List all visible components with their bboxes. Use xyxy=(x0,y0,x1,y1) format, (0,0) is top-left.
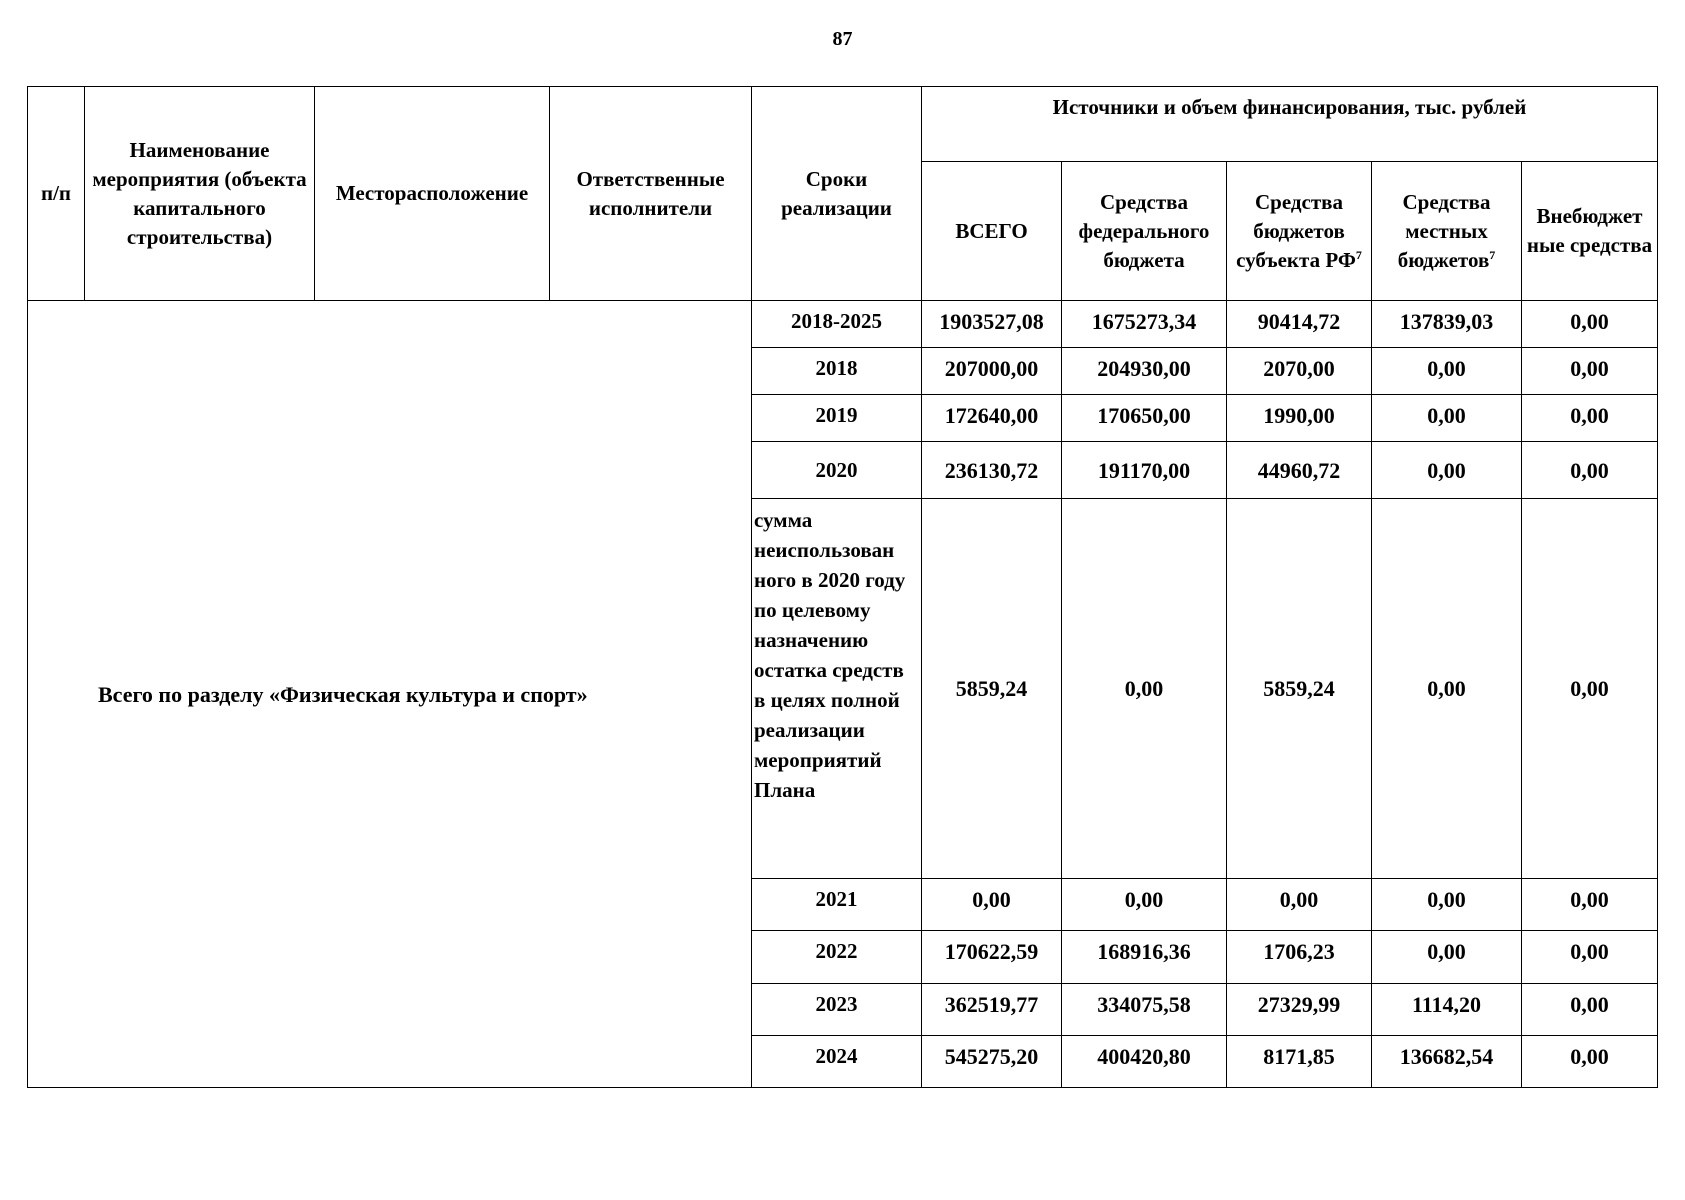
section-total-label: Всего по разделу «Физическая культура и спорт» xyxy=(28,301,752,1088)
cell-federal: 400420,80 xyxy=(1062,1036,1227,1088)
header-local-footnote: 7 xyxy=(1489,247,1496,262)
cell-subject: 1990,00 xyxy=(1227,395,1372,442)
cell-local: 0,00 xyxy=(1372,499,1522,879)
cell-extra: 0,00 xyxy=(1522,931,1658,984)
cell-federal: 0,00 xyxy=(1062,879,1227,931)
cell-local: 0,00 xyxy=(1372,348,1522,395)
cell-extra: 0,00 xyxy=(1522,879,1658,931)
cell-local: 137839,03 xyxy=(1372,301,1522,348)
cell-total: 207000,00 xyxy=(922,348,1062,395)
header-name: Наименование мероприятия (объекта капитального строительства) xyxy=(85,87,315,301)
header-financing-group: Источники и объем финансирования, тыс. рублей xyxy=(922,87,1658,162)
header-subject-footnote: 7 xyxy=(1355,247,1362,262)
header-local xyxy=(1372,162,1522,301)
financing-table xyxy=(27,86,1658,1088)
cell-period: 2023 xyxy=(752,984,922,1036)
cell-total: 5859,24 xyxy=(922,499,1062,879)
cell-total: 172640,00 xyxy=(922,395,1062,442)
cell-subject: 27329,99 xyxy=(1227,984,1372,1036)
cell-total: 0,00 xyxy=(922,879,1062,931)
cell-subject: 90414,72 xyxy=(1227,301,1372,348)
cell-federal: 1675273,34 xyxy=(1062,301,1227,348)
cell-local: 136682,54 xyxy=(1372,1036,1522,1088)
cell-local: 0,00 xyxy=(1372,931,1522,984)
header-subject xyxy=(1227,162,1372,301)
header-location: Месторасположение xyxy=(315,87,550,301)
cell-extra: 0,00 xyxy=(1522,984,1658,1036)
cell-local: 1114,20 xyxy=(1372,984,1522,1036)
header-federal: Средства федерального бюджета xyxy=(1062,162,1227,301)
cell-extra: 0,00 xyxy=(1522,395,1658,442)
cell-period: 2020 xyxy=(752,442,922,499)
table-body xyxy=(28,301,1658,1088)
cell-period-note: сумма неиспользован ного в 2020 году по целевому назначению остатка средств в целях полной реализации мероприятий Плана xyxy=(752,499,922,879)
cell-federal: 170650,00 xyxy=(1062,395,1227,442)
cell-total: 1903527,08 xyxy=(922,301,1062,348)
page-number: 87 xyxy=(832,28,853,50)
cell-period: 2018 xyxy=(752,348,922,395)
cell-extra: 0,00 xyxy=(1522,301,1658,348)
header-terms: Сроки реализации xyxy=(752,87,922,301)
cell-subject: 1706,23 xyxy=(1227,931,1372,984)
cell-period: 2019 xyxy=(752,395,922,442)
cell-federal: 0,00 xyxy=(1062,499,1227,879)
cell-period: 2024 xyxy=(752,1036,922,1088)
header-responsible: Ответственные исполнители xyxy=(550,87,752,301)
cell-local: 0,00 xyxy=(1372,395,1522,442)
cell-local: 0,00 xyxy=(1372,879,1522,931)
cell-subject: 8171,85 xyxy=(1227,1036,1372,1088)
cell-federal: 168916,36 xyxy=(1062,931,1227,984)
cell-extra: 0,00 xyxy=(1522,499,1658,879)
header-total: ВСЕГО xyxy=(922,162,1062,301)
header-extra: Внебюджет ные средства xyxy=(1522,162,1658,301)
header-subject-label: Средства бюджетов субъекта РФ xyxy=(1236,189,1356,272)
cell-subject: 2070,00 xyxy=(1227,348,1372,395)
cell-total: 362519,77 xyxy=(922,984,1062,1036)
cell-total: 170622,59 xyxy=(922,931,1062,984)
header-local-label: Средства местных бюджетов xyxy=(1397,189,1491,272)
cell-total: 236130,72 xyxy=(922,442,1062,499)
cell-period: 2021 xyxy=(752,879,922,931)
cell-extra: 0,00 xyxy=(1522,1036,1658,1088)
cell-subject: 0,00 xyxy=(1227,879,1372,931)
cell-period: 2022 xyxy=(752,931,922,984)
cell-period: 2018-2025 xyxy=(752,301,922,348)
cell-local: 0,00 xyxy=(1372,442,1522,499)
cell-total: 545275,20 xyxy=(922,1036,1062,1088)
cell-federal: 334075,58 xyxy=(1062,984,1227,1036)
header-num: п/п xyxy=(28,87,85,301)
cell-subject: 5859,24 xyxy=(1227,499,1372,879)
cell-federal: 191170,00 xyxy=(1062,442,1227,499)
cell-subject: 44960,72 xyxy=(1227,442,1372,499)
cell-extra: 0,00 xyxy=(1522,442,1658,499)
cell-extra: 0,00 xyxy=(1522,348,1658,395)
table-row xyxy=(28,301,1658,348)
table-header xyxy=(28,87,1658,301)
cell-federal: 204930,00 xyxy=(1062,348,1227,395)
